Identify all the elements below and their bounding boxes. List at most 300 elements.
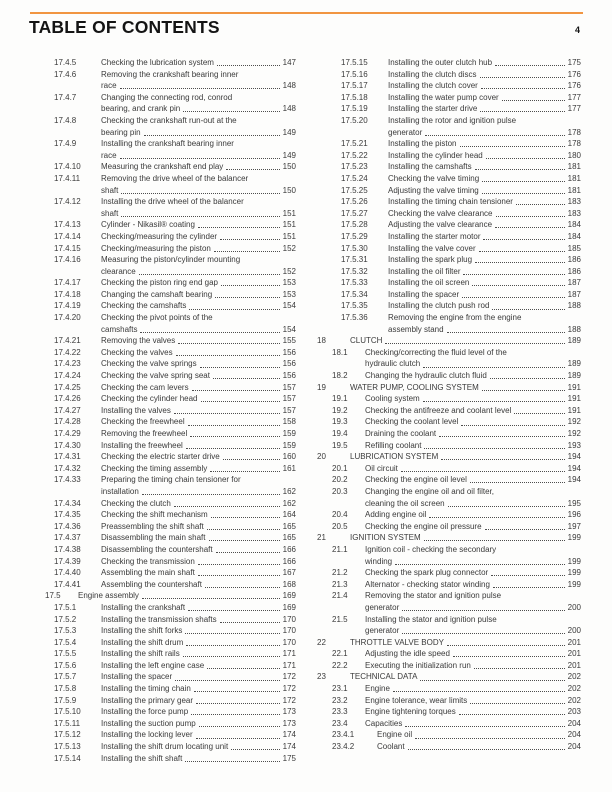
toc-entry[interactable] bbox=[317, 254, 581, 266]
toc-entry[interactable] bbox=[30, 57, 296, 69]
toc-entry[interactable] bbox=[317, 567, 581, 579]
toc-entry[interactable] bbox=[30, 648, 296, 660]
dotted-leader bbox=[183, 656, 280, 657]
toc-entry-number: 23.1 bbox=[332, 684, 348, 694]
dotted-leader bbox=[196, 703, 280, 704]
toc-entry-title: race bbox=[101, 81, 117, 91]
toc-entry-number: 17.5.28 bbox=[341, 220, 368, 230]
toc-entry-title: Installing the oil screen bbox=[388, 278, 470, 288]
toc-entry[interactable] bbox=[317, 335, 581, 347]
toc-entry-body bbox=[365, 428, 581, 440]
toc-entry-title: Installing the clutch discs bbox=[388, 69, 477, 79]
toc-entry[interactable] bbox=[317, 671, 581, 683]
toc-entry-body bbox=[101, 753, 296, 765]
toc-entry[interactable] bbox=[30, 161, 296, 173]
toc-entry[interactable] bbox=[317, 648, 581, 660]
toc-entry-body bbox=[388, 115, 581, 138]
toc-entry-page: 169 bbox=[282, 602, 296, 612]
toc-entry[interactable] bbox=[317, 637, 581, 649]
toc-entry-number: 17.4.27 bbox=[54, 405, 81, 415]
toc-entry-number: 17.4.11 bbox=[54, 173, 81, 183]
toc-entry-body bbox=[101, 416, 296, 428]
toc-entry-body bbox=[101, 289, 296, 301]
toc-entry[interactable] bbox=[30, 405, 296, 417]
toc-entry[interactable] bbox=[30, 219, 296, 231]
toc-entry[interactable] bbox=[30, 729, 296, 741]
toc-entry[interactable] bbox=[317, 208, 581, 220]
toc-entry-number: 17.4.21 bbox=[54, 336, 81, 346]
toc-entry-title-line bbox=[388, 92, 581, 104]
toc-entry-title-line bbox=[388, 243, 581, 255]
toc-entry[interactable] bbox=[30, 312, 296, 335]
toc-entry[interactable] bbox=[317, 347, 581, 370]
toc-entry[interactable] bbox=[30, 741, 296, 753]
dotted-leader bbox=[139, 274, 280, 275]
toc-entry-body bbox=[101, 614, 296, 626]
toc-entry-page: 192 bbox=[567, 429, 581, 438]
toc-entry-page: 171 bbox=[282, 649, 296, 659]
toc-entry-title-line bbox=[388, 138, 581, 150]
toc-entry-page: 153 bbox=[282, 289, 296, 299]
toc-entry[interactable] bbox=[317, 231, 581, 243]
toc-entry-title: Installing the piston bbox=[388, 139, 457, 149]
toc-entry[interactable] bbox=[317, 614, 581, 637]
toc-entry[interactable] bbox=[317, 544, 581, 567]
dotted-leader bbox=[223, 459, 280, 460]
toc-entry-title-line bbox=[388, 80, 581, 92]
dotted-leader bbox=[221, 285, 280, 286]
toc-entry-number: 17.4.29 bbox=[54, 429, 81, 438]
toc-entry-number: 17.4.20 bbox=[54, 313, 81, 323]
toc-entry[interactable] bbox=[30, 660, 296, 672]
toc-entry[interactable] bbox=[30, 532, 296, 544]
toc-entry-number: 17.5.1 bbox=[54, 602, 77, 612]
toc-entry-title-line bbox=[78, 590, 296, 602]
dotted-leader bbox=[401, 471, 565, 472]
toc-entry-title: Installing the crankshaft bbox=[101, 602, 186, 612]
header-accent-rule bbox=[30, 12, 583, 14]
toc-entry-title: Checking/correcting the fluid level of the bbox=[365, 347, 507, 357]
toc-entry[interactable] bbox=[317, 80, 581, 92]
toc-entry[interactable] bbox=[30, 614, 296, 626]
toc-entry[interactable] bbox=[30, 335, 296, 347]
toc-entry-title-line bbox=[365, 509, 581, 521]
dotted-leader bbox=[200, 367, 280, 368]
toc-entry-number: 17.4.8 bbox=[54, 115, 77, 125]
toc-entry-title: Installing the spacer bbox=[388, 289, 460, 299]
toc-entry-title-line bbox=[101, 208, 296, 220]
toc-entry[interactable] bbox=[317, 706, 581, 718]
toc-entry[interactable] bbox=[317, 683, 581, 695]
toc-entry-title: Engine tightening torques bbox=[365, 707, 456, 717]
dotted-leader bbox=[186, 645, 279, 646]
toc-entry[interactable] bbox=[30, 695, 296, 707]
toc-entry[interactable] bbox=[30, 683, 296, 695]
toc-entry-body bbox=[350, 382, 581, 394]
toc-entry-title: Removing the valves bbox=[101, 336, 176, 346]
toc-entry-page: 201 bbox=[567, 660, 581, 670]
toc-entry-page: 202 bbox=[567, 684, 581, 694]
toc-entry-title: Checking the spark plug connector bbox=[365, 568, 489, 578]
toc-entry[interactable] bbox=[317, 150, 581, 162]
toc-entry[interactable] bbox=[317, 185, 581, 197]
dotted-leader bbox=[424, 448, 564, 449]
toc-entry-number: 18.2 bbox=[332, 371, 348, 381]
toc-entry-body bbox=[388, 243, 581, 255]
toc-entry[interactable] bbox=[30, 590, 296, 602]
toc-entry[interactable] bbox=[317, 57, 581, 69]
page-number: 4 bbox=[574, 25, 580, 35]
toc-entry-title: generator bbox=[365, 626, 400, 636]
toc-entry-title-line bbox=[365, 660, 581, 672]
toc-entry-body bbox=[388, 150, 581, 162]
toc-entry[interactable] bbox=[30, 243, 296, 255]
dotted-leader bbox=[120, 158, 280, 159]
toc-entry[interactable] bbox=[317, 277, 581, 289]
toc-entry-page: 199 bbox=[567, 579, 581, 589]
toc-entry[interactable] bbox=[30, 92, 296, 115]
toc-entry-title-line bbox=[101, 300, 296, 312]
toc-entry-title-line bbox=[101, 382, 296, 394]
toc-entry-title: Checking the engine oil pressure bbox=[365, 521, 482, 531]
toc-entry[interactable] bbox=[317, 312, 581, 335]
toc-entry[interactable] bbox=[30, 451, 296, 463]
toc-entry-title: Checking/measuring the cylinder bbox=[101, 231, 218, 241]
toc-entry[interactable] bbox=[317, 532, 581, 544]
toc-entry-body bbox=[101, 451, 296, 463]
toc-entry[interactable] bbox=[317, 138, 581, 150]
toc-entry-page: 159 bbox=[282, 440, 296, 450]
toc-entry[interactable] bbox=[317, 266, 581, 278]
toc-entry[interactable] bbox=[30, 173, 296, 196]
toc-entry[interactable] bbox=[317, 69, 581, 81]
dotted-leader bbox=[207, 668, 279, 669]
toc-entry[interactable] bbox=[30, 579, 296, 591]
toc-entry-body bbox=[388, 231, 581, 243]
toc-entry[interactable] bbox=[30, 753, 296, 765]
toc-entry-page: 188 bbox=[567, 324, 581, 334]
toc-entry-body bbox=[388, 219, 581, 231]
toc-entry-title: Adding engine oil bbox=[365, 510, 427, 520]
toc-entry-title-line bbox=[101, 428, 296, 440]
toc-entry-title-line bbox=[388, 266, 581, 278]
toc-entry[interactable] bbox=[317, 219, 581, 231]
toc-entry-title: Checking the valve timing bbox=[388, 173, 480, 183]
toc-entry-page: 199 bbox=[567, 556, 581, 566]
toc-entry-title: Installing the primary gear bbox=[101, 695, 194, 705]
toc-entry-title: Oil circuit bbox=[365, 463, 398, 473]
toc-entry[interactable] bbox=[317, 370, 581, 382]
toc-entry[interactable] bbox=[30, 69, 296, 92]
dotted-leader bbox=[178, 343, 279, 344]
toc-entry[interactable] bbox=[30, 382, 296, 394]
toc-entry-body bbox=[101, 706, 296, 718]
toc-entry[interactable] bbox=[30, 637, 296, 649]
toc-entry[interactable] bbox=[317, 92, 581, 104]
toc-entry-title: Changing the connecting rod, conrod bbox=[101, 92, 233, 102]
toc-entry-title-line bbox=[388, 127, 581, 139]
toc-entry-number: 17.5.13 bbox=[54, 742, 81, 752]
toc-entry-page: 157 bbox=[282, 405, 296, 415]
toc-entry-page: 156 bbox=[282, 347, 296, 357]
toc-entry[interactable] bbox=[317, 428, 581, 440]
toc-entry[interactable] bbox=[30, 254, 296, 277]
toc-entry[interactable] bbox=[317, 463, 581, 475]
dotted-leader bbox=[425, 135, 564, 136]
toc-entry-body bbox=[365, 393, 581, 405]
dotted-leader bbox=[207, 529, 280, 530]
toc-entry[interactable] bbox=[317, 103, 581, 115]
toc-entry-title: Adjusting the valve clearance bbox=[388, 220, 493, 230]
dotted-leader bbox=[470, 703, 564, 704]
toc-entry-number: 19.5 bbox=[332, 440, 348, 450]
toc-entry[interactable] bbox=[30, 509, 296, 521]
toc-entry-number: 20.2 bbox=[332, 475, 348, 485]
dotted-leader bbox=[482, 390, 565, 391]
toc-entry-page: 148 bbox=[282, 81, 296, 91]
toc-entry[interactable] bbox=[317, 405, 581, 417]
toc-entry-number: 17.4.36 bbox=[54, 521, 81, 531]
toc-entry[interactable] bbox=[30, 463, 296, 475]
toc-entry-title-line bbox=[101, 393, 296, 405]
toc-entry[interactable] bbox=[30, 706, 296, 718]
dotted-leader bbox=[448, 506, 565, 507]
toc-entry-body bbox=[101, 358, 296, 370]
toc-entry[interactable] bbox=[30, 358, 296, 370]
toc-entry-body bbox=[101, 300, 296, 312]
toc-entry-number: 17.5.16 bbox=[341, 69, 368, 79]
toc-entry-title-line bbox=[365, 370, 581, 382]
toc-entry-page: 174 bbox=[282, 730, 296, 740]
toc-entry-page: 172 bbox=[282, 684, 296, 694]
toc-entry[interactable] bbox=[30, 602, 296, 614]
toc-entry-page: 195 bbox=[567, 498, 581, 508]
dotted-leader bbox=[480, 111, 564, 112]
toc-entry-body bbox=[365, 567, 581, 579]
toc-entry[interactable] bbox=[30, 289, 296, 301]
toc-entry-title: Installing the valve cover bbox=[388, 243, 476, 253]
toc-entry[interactable] bbox=[317, 741, 581, 753]
toc-entry[interactable] bbox=[30, 498, 296, 510]
toc-entry-title-line bbox=[101, 289, 296, 301]
toc-entry[interactable] bbox=[30, 115, 296, 138]
toc-entry-number: 17.4.15 bbox=[54, 243, 81, 253]
toc-entry-body bbox=[350, 451, 581, 463]
toc-entry[interactable] bbox=[30, 370, 296, 382]
toc-entry-body bbox=[101, 57, 296, 69]
toc-entry-body bbox=[388, 161, 581, 173]
toc-entry-page: 153 bbox=[282, 278, 296, 288]
toc-entry-title-line bbox=[365, 358, 581, 370]
dotted-leader bbox=[502, 100, 565, 101]
toc-entry-number: 19 bbox=[317, 382, 326, 392]
toc-entry-body bbox=[101, 498, 296, 510]
toc-entry-title: Installing the force pump bbox=[101, 707, 189, 717]
toc-entry-number: 17.4.18 bbox=[54, 289, 81, 299]
toc-entry[interactable] bbox=[317, 509, 581, 521]
toc-entry[interactable] bbox=[317, 243, 581, 255]
toc-entry-number: 20 bbox=[317, 452, 326, 462]
toc-entry-number: 20.3 bbox=[332, 486, 348, 496]
toc-entry-title-line bbox=[365, 706, 581, 718]
toc-entry-body bbox=[365, 370, 581, 382]
toc-entry-page: 164 bbox=[282, 510, 296, 520]
toc-entry[interactable] bbox=[30, 393, 296, 405]
toc-entry-body bbox=[101, 474, 296, 497]
toc-entry[interactable] bbox=[30, 474, 296, 497]
toc-entry-body bbox=[377, 729, 581, 741]
toc-entry-title: Removing the freewheel bbox=[101, 429, 188, 438]
toc-entry-number: 23.3 bbox=[332, 707, 348, 717]
toc-entry-title: winding bbox=[365, 556, 393, 566]
toc-entry-title-line bbox=[388, 196, 581, 208]
toc-entry[interactable] bbox=[317, 718, 581, 730]
toc-entry-title-line bbox=[101, 567, 296, 579]
toc-entry[interactable] bbox=[30, 521, 296, 533]
toc-entry-number: 17.4.23 bbox=[54, 359, 81, 369]
toc-entry[interactable] bbox=[30, 567, 296, 579]
toc-entry-title: THROTTLE VALVE BODY bbox=[350, 637, 444, 647]
toc-entry-number: 23.4 bbox=[332, 718, 348, 728]
toc-entry-title: Checking the cylinder head bbox=[101, 394, 198, 404]
dotted-leader bbox=[491, 575, 564, 576]
toc-entry-title-line bbox=[388, 185, 581, 197]
toc-entry[interactable] bbox=[317, 440, 581, 452]
toc-entry-title: Checking the electric starter drive bbox=[101, 452, 220, 462]
toc-entry-title-line bbox=[388, 103, 581, 115]
toc-entry[interactable] bbox=[317, 660, 581, 672]
dotted-leader bbox=[459, 714, 565, 715]
toc-entry-body bbox=[101, 544, 296, 556]
dotted-leader bbox=[196, 738, 280, 739]
toc-entry[interactable] bbox=[317, 590, 581, 613]
toc-entry-title: Draining the coolant bbox=[365, 429, 437, 438]
toc-entry-page: 154 bbox=[282, 324, 296, 334]
toc-entry-title-line bbox=[388, 69, 581, 81]
toc-entry-number: 17.5.12 bbox=[54, 730, 81, 740]
toc-entry-title-line bbox=[101, 161, 296, 173]
toc-entry[interactable] bbox=[317, 579, 581, 591]
dotted-leader bbox=[183, 111, 279, 112]
toc-entry[interactable] bbox=[30, 556, 296, 568]
toc-entry[interactable] bbox=[30, 138, 296, 161]
toc-entry-number: 17.4.30 bbox=[54, 440, 81, 450]
dotted-leader bbox=[210, 471, 279, 472]
toc-entry-number: 17.5.34 bbox=[341, 289, 368, 299]
toc-entry[interactable] bbox=[317, 115, 581, 138]
toc-entry-body bbox=[388, 208, 581, 220]
toc-entry-title: Installing the left engine case bbox=[101, 660, 205, 670]
toc-entry[interactable] bbox=[30, 544, 296, 556]
toc-entry-title: WATER PUMP, COOLING SYSTEM bbox=[350, 382, 479, 392]
toc-entry[interactable] bbox=[30, 440, 296, 452]
dotted-leader bbox=[483, 239, 564, 240]
toc-entry-title: Checking the lubrication system bbox=[101, 58, 214, 67]
toc-entry-page: 177 bbox=[567, 92, 581, 102]
toc-entry-title: assembly stand bbox=[388, 324, 444, 334]
toc-entry[interactable] bbox=[30, 277, 296, 289]
toc-entry[interactable] bbox=[317, 521, 581, 533]
toc-entry[interactable] bbox=[317, 451, 581, 463]
dotted-leader bbox=[121, 216, 279, 217]
toc-entry[interactable] bbox=[30, 347, 296, 359]
toc-entry-title-line bbox=[388, 219, 581, 231]
toc-entry[interactable] bbox=[30, 416, 296, 428]
toc-entry[interactable] bbox=[317, 300, 581, 312]
toc-entry[interactable] bbox=[30, 196, 296, 219]
toc-entry-title-line bbox=[350, 637, 581, 649]
toc-entry-number: 17.5.14 bbox=[54, 753, 81, 763]
toc-entry[interactable] bbox=[317, 289, 581, 301]
toc-entry-page: 204 bbox=[567, 730, 581, 740]
toc-entry-number: 17.4.26 bbox=[54, 394, 81, 404]
toc-entry[interactable] bbox=[317, 173, 581, 185]
toc-entry-title: shaft bbox=[101, 185, 119, 195]
dotted-leader bbox=[209, 540, 280, 541]
toc-entry-page: 200 bbox=[567, 602, 581, 612]
toc-entry-body bbox=[101, 695, 296, 707]
toc-entry[interactable] bbox=[317, 474, 581, 486]
toc-entry-body bbox=[101, 729, 296, 741]
toc-entry-title: bearing pin bbox=[101, 127, 141, 137]
dotted-leader bbox=[479, 251, 565, 252]
toc-entry-number: 17.4.37 bbox=[54, 533, 81, 543]
toc-entry[interactable] bbox=[30, 625, 296, 637]
toc-entry[interactable] bbox=[317, 416, 581, 428]
toc-entry[interactable] bbox=[317, 382, 581, 394]
toc-entry-title-line bbox=[101, 231, 296, 243]
toc-entry-title-line bbox=[101, 729, 296, 741]
toc-entry-body bbox=[101, 602, 296, 614]
toc-entry[interactable] bbox=[30, 718, 296, 730]
toc-entry-title: Checking the pivot points of the bbox=[101, 313, 213, 323]
toc-entry[interactable] bbox=[30, 300, 296, 312]
toc-entry-page: 171 bbox=[282, 660, 296, 670]
dotted-leader bbox=[493, 587, 565, 588]
toc-entry-title-line bbox=[101, 521, 296, 533]
dotted-leader bbox=[405, 726, 564, 727]
toc-entry[interactable] bbox=[30, 231, 296, 243]
toc-entry[interactable] bbox=[317, 161, 581, 173]
toc-entry-page: 149 bbox=[282, 127, 296, 137]
toc-entry-title-line bbox=[388, 300, 581, 312]
dotted-leader bbox=[402, 610, 564, 611]
toc-entry-title: hydraulic clutch bbox=[365, 359, 421, 369]
toc-entry-title: Measuring the piston/cylinder mounting bbox=[101, 255, 241, 265]
toc-entry[interactable] bbox=[30, 428, 296, 440]
toc-entry[interactable] bbox=[317, 393, 581, 405]
dotted-leader bbox=[189, 309, 279, 310]
dotted-leader bbox=[198, 564, 280, 565]
toc-entry-page: 147 bbox=[282, 58, 296, 67]
toc-entry[interactable] bbox=[317, 695, 581, 707]
dotted-leader bbox=[475, 169, 565, 170]
dotted-leader bbox=[385, 343, 564, 344]
toc-entry[interactable] bbox=[30, 671, 296, 683]
toc-entry-number: 21.4 bbox=[332, 591, 348, 601]
toc-entry-title: Checking the valve spring seat bbox=[101, 371, 210, 381]
toc-entry-page: 166 bbox=[282, 556, 296, 566]
toc-entry-title-line bbox=[365, 718, 581, 730]
dotted-leader bbox=[474, 668, 565, 669]
toc-entry-title: Removing the crankshaft bearing inner bbox=[101, 69, 239, 79]
toc-entry-page: 202 bbox=[567, 695, 581, 705]
toc-entry[interactable] bbox=[317, 486, 581, 509]
toc-entry[interactable] bbox=[317, 729, 581, 741]
toc-entry[interactable] bbox=[317, 196, 581, 208]
toc-entry-title-line bbox=[101, 614, 296, 626]
dotted-leader bbox=[415, 738, 565, 739]
